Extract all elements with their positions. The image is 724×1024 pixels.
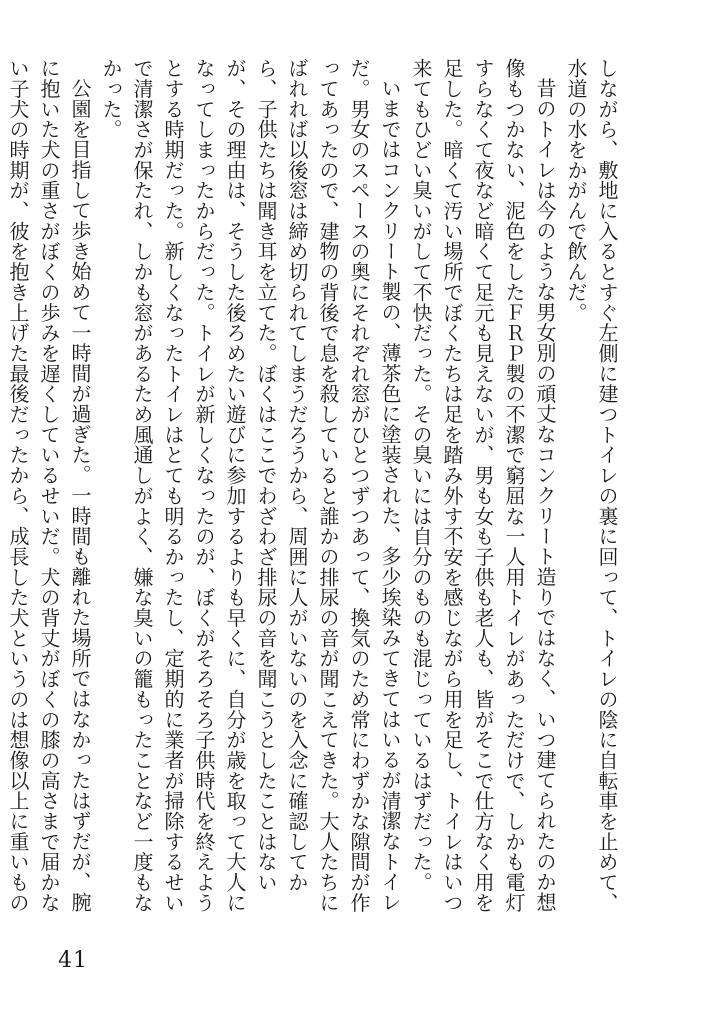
vertical-text-body: [6, 58, 622, 926]
paragraph-2: 昔のトイレは今のような男女別の頑丈なコンクリート造りではなく、いつ建てられたのか想像もつかない、泥色をしたＦＲＰ製の不潔で窮屈な一人用トイレがあっただけで、しかも電灯すらなくて夜など暗くて足元も見えないが、男も女も子供も老人も、皆がそこで仕方なく用を足した。暗くて汚い場所でぼくたちは足を踏み外す不安を感じながら用を足し、トイレはいつ来てもひどい臭いがして不快だった。その臭いには自分のものも混じっているはずだった。: [409, 58, 557, 913]
paragraph-4: 公園を目指して歩き始めて一時間が過ぎた。一時間も離れた場所ではなかったはずだが、腕に抱いた犬の重さがぼくの歩みを遅くしているせいだ。犬の背丈がぼくの膝の高さまで届かない子犬の時期が、彼を抱き上げた最後だったから、成長した犬というのは想像以上に重いもの: [6, 58, 92, 913]
paragraph-1: しながら、敷地に入るとすぐ左側に建つトイレの裏に回って、トイレの陰に自転車を止めて、水道の水をかがんで飲んだ。: [564, 58, 619, 913]
page-number: 41: [58, 948, 88, 973]
paragraph-3: いまではコンクリート製の、薄茶色に塗装された、多少埃染みてきてはいるが清潔なトイレだ。男女のスペースの奥にそれぞれ窓がひとつずつあって、換気のため常にわずかな隙間が作ってあったので、建物の背後で息を殺していると誰かの排尿の音が聞こえてきた。大人たちにばれれば以後窓は締め切られてしまうだろうから、周囲に人がいないのを入念に確認してから、子供たちは聞き耳を立てた。ぼくはここでわざわざ排尿の音を聞こうとしたことはないが、その理由は、そうした後ろめたい遊びに参加するよりも早くに、自分が歳を取って大人になってしまったからだった。トイレが新しくなったのが、ぼくがそろそろ子供時代を終えようとする時期だった。新しくなったトイレはとても明るかったし、定期的に業者が掃除するせいで清潔さが保たれ、しかも窓があるため風通しがよく、嫌な臭いの籠もったことなど一度もなかった。: [99, 58, 402, 913]
